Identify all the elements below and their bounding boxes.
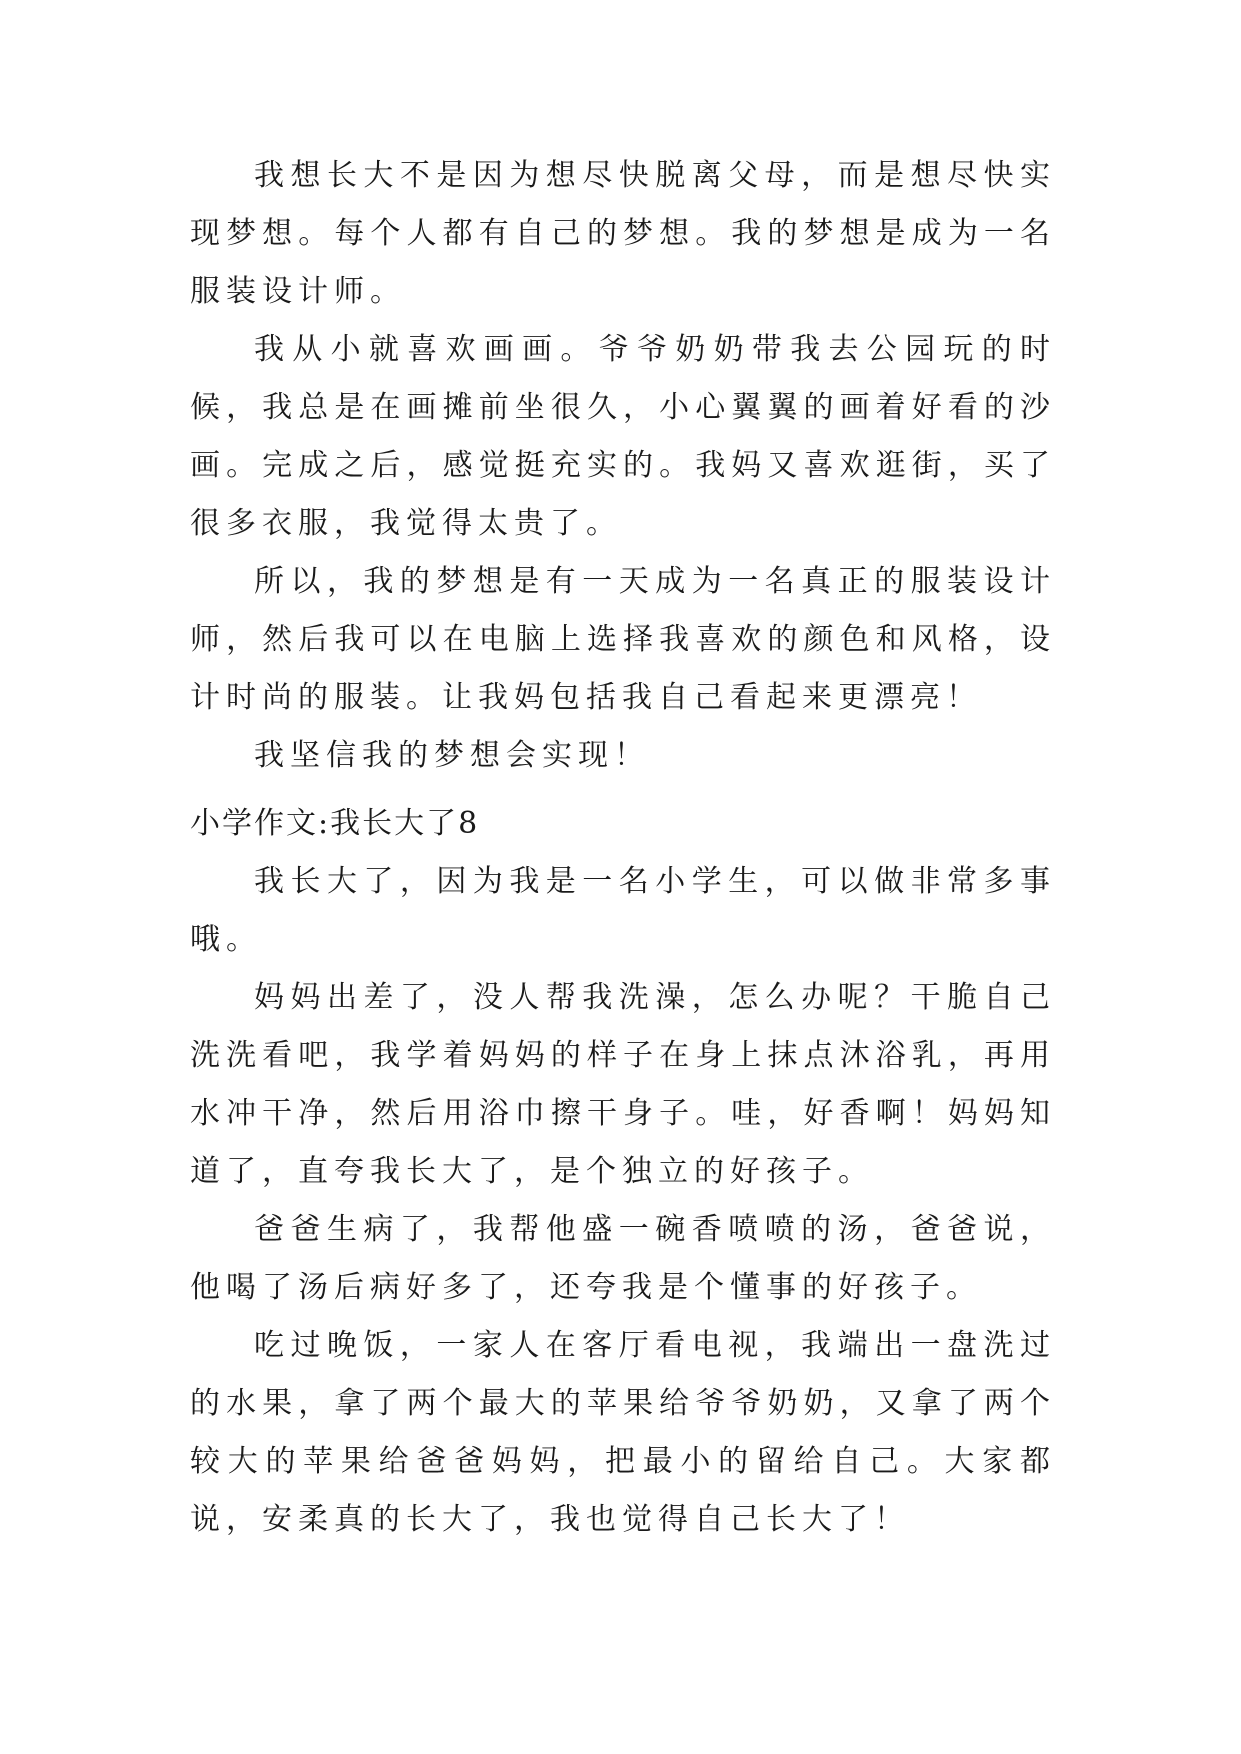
paragraph-dream-intro: 我想长大不是因为想尽快脱离父母，而是想尽快实现梦想。每个人都有自己的梦想。我的梦想是成为一名服装设计师。: [190, 158, 1056, 309]
essay-part-bottom: [190, 795, 1056, 1549]
paragraph-bath: 妈妈出差了，没人帮我洗澡，怎么办呢？干脆自己洗洗看吧，我学着妈妈的样子在身上抹点沐浴乳，再用水冲干净，然后用浴巾擦干身子。哇，好香啊！妈妈知道了，直夸我长大了，是个独立的好孩子。: [190, 980, 1056, 1189]
paragraph-belief: 我坚信我的梦想会实现！: [254, 738, 650, 773]
paragraph-soup: 爸爸生病了，我帮他盛一碗香喷喷的汤，爸爸说，他喝了汤后病好多了，还夸我是个懂事的好孩子。: [190, 1212, 1056, 1305]
section-title: 小学作文:我长大了8: [190, 806, 480, 841]
paragraph-drawing: 我从小就喜欢画画。爷爷奶奶带我去公园玩的时候，我总是在画摊前坐很久，小心翼翼的画着好看的沙画。完成之后，感觉挺充实的。我妈又喜欢逛街，买了很多衣服，我觉得太贵了。: [190, 332, 1056, 541]
paragraph-fruit: 吃过晚饭，一家人在客厅看电视，我端出一盘洗过的水果，拿了两个最大的苹果给爷爷奶奶，又拿了两个较大的苹果给爸爸妈妈，把最小的留给自己。大家都说，安柔真的长大了，我也觉得自己长大了！: [190, 1328, 1056, 1537]
paragraph-grown-up: 我长大了，因为我是一名小学生，可以做非常多事哦。: [190, 864, 1056, 957]
essay-part-top: [190, 147, 1056, 785]
paragraph-designer-goal: 所以，我的梦想是有一天成为一名真正的服装设计师，然后我可以在电脑上选择我喜欢的颜色和风格，设计时尚的服装。让我妈包括我自己看起来更漂亮！: [190, 564, 1056, 715]
